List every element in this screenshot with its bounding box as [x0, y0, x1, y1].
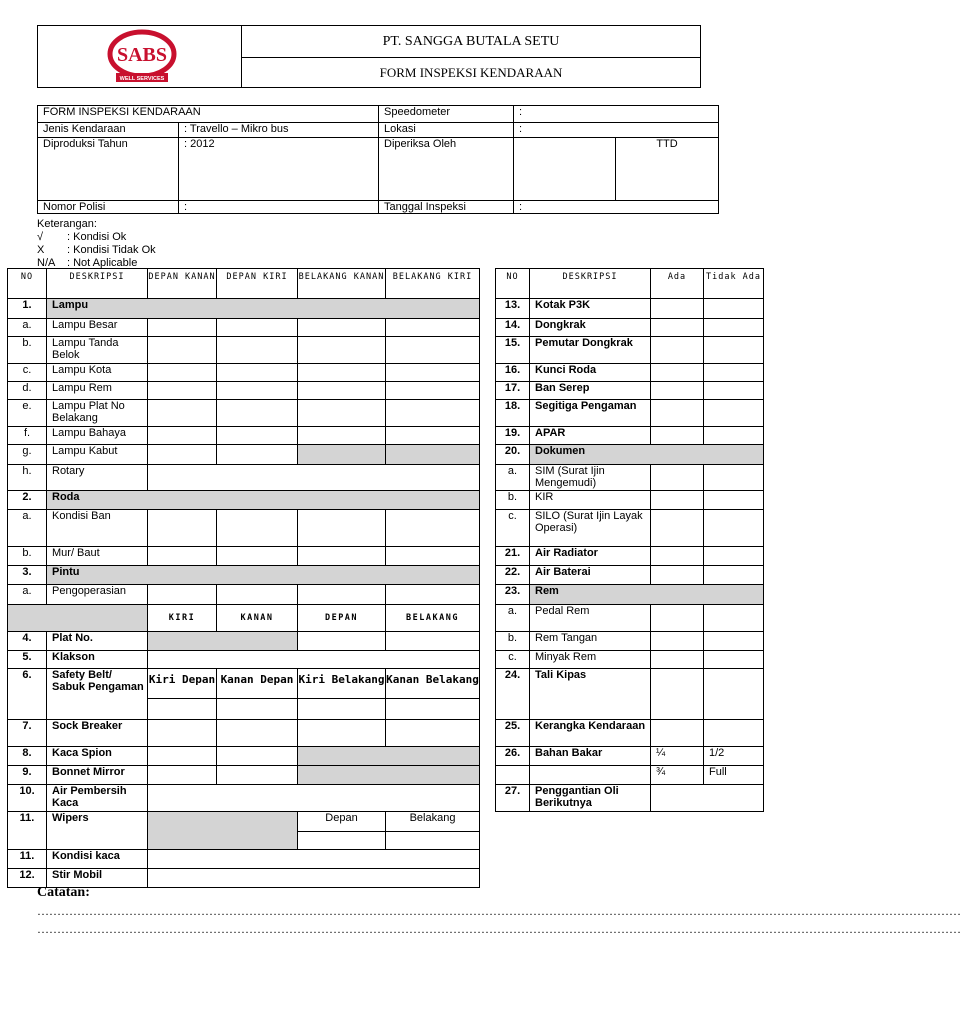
col-kiri: KIRI — [148, 605, 217, 632]
row-desc: Kotak P3K — [530, 299, 651, 319]
check-cell[interactable] — [148, 766, 217, 785]
check-cell[interactable] — [217, 585, 298, 605]
info-title: FORM INSPEKSI KENDARAAN — [38, 106, 379, 123]
check-cell[interactable] — [386, 720, 480, 747]
check-cell[interactable] — [386, 547, 480, 566]
check-cell[interactable] — [651, 364, 704, 382]
check-cell[interactable] — [148, 465, 480, 491]
check-cell[interactable] — [651, 491, 704, 510]
row-no: c. — [8, 364, 47, 382]
check-cell[interactable] — [148, 400, 217, 427]
row-desc: Lampu Plat No Belakang — [47, 400, 148, 427]
row-desc: Lampu Kota — [47, 364, 148, 382]
row-no: a. — [8, 510, 47, 547]
check-cell[interactable] — [217, 427, 298, 445]
row-desc: Safety Belt/ Sabuk Pengaman — [47, 669, 148, 720]
check-cell[interactable] — [217, 699, 298, 720]
row-desc: Sock Breaker — [47, 720, 148, 747]
notes-line-2[interactable]: …………………………………………………………………………………………………………………………………………………………………………………………………………… — [37, 922, 961, 936]
row-no: 24. — [496, 669, 530, 720]
col-tidak-ada: Tidak Ada — [704, 269, 764, 299]
check-cell[interactable] — [217, 337, 298, 364]
check-cell[interactable] — [148, 547, 217, 566]
check-cell[interactable] — [148, 445, 217, 465]
disabled-cell — [298, 747, 480, 766]
right-checklist — [495, 268, 764, 812]
row-no: 9. — [8, 766, 47, 785]
nopol-label: Nomor Polisi — [38, 201, 179, 214]
row-no: 17. — [496, 382, 530, 400]
check-cell[interactable] — [148, 319, 217, 337]
wiper-belakang: Belakang — [386, 812, 480, 832]
check-cell[interactable] — [148, 785, 480, 812]
check-cell[interactable] — [704, 651, 764, 669]
check-cell[interactable] — [298, 400, 386, 427]
check-cell[interactable] — [148, 720, 217, 747]
seat-kiri-belakang: Kiri Belakang — [298, 669, 386, 699]
row-no: 7. — [8, 720, 47, 747]
check-cell[interactable] — [651, 547, 704, 566]
speedo-value[interactable]: : — [514, 106, 719, 123]
jenis-label: Jenis Kendaraan — [38, 123, 179, 138]
disabled-cell — [386, 445, 480, 465]
check-cell[interactable] — [651, 465, 704, 491]
check-cell[interactable] — [298, 632, 386, 651]
check-cell[interactable] — [651, 319, 704, 337]
check-cell[interactable] — [651, 720, 704, 747]
ttd-label: TTD — [616, 138, 719, 201]
check-cell[interactable] — [298, 337, 386, 364]
check-cell[interactable] — [148, 747, 217, 766]
row-no: b. — [8, 547, 47, 566]
wiper-depan: Depan — [298, 812, 386, 832]
check-cell[interactable] — [651, 400, 704, 427]
check-cell[interactable] — [217, 382, 298, 400]
check-cell[interactable] — [386, 382, 480, 400]
check-cell[interactable] — [704, 382, 764, 400]
check-cell[interactable] — [148, 427, 217, 445]
logo-cell — [38, 26, 242, 87]
disabled-cell — [298, 766, 480, 785]
col-depan: DEPAN — [298, 605, 386, 632]
check-cell[interactable] — [298, 364, 386, 382]
row-no: 1. — [8, 299, 47, 319]
speedo-label: Speedometer — [379, 106, 514, 123]
row-desc: Lampu Rem — [47, 382, 148, 400]
check-cell[interactable] — [386, 400, 480, 427]
check-cell[interactable] — [148, 510, 217, 547]
check-cell[interactable] — [651, 566, 704, 585]
row-no: 26. — [496, 747, 530, 766]
row-desc: Pengoperasian — [47, 585, 148, 605]
check-cell[interactable] — [651, 651, 704, 669]
check-cell[interactable] — [651, 299, 704, 319]
check-cell[interactable] — [217, 720, 298, 747]
fuel-three-quarter[interactable]: ¾ — [651, 766, 704, 785]
sabs-logo — [102, 29, 182, 85]
check-cell[interactable] — [148, 651, 480, 669]
row-no: f. — [8, 427, 47, 445]
jenis-value[interactable]: : Travello – Mikro bus — [179, 123, 379, 138]
col-depan-kanan: DEPAN KANAN — [148, 269, 217, 299]
row-desc: Rotary — [47, 465, 148, 491]
row-desc: Plat No. — [47, 632, 148, 651]
row-no: 8. — [8, 747, 47, 766]
fuel-quarter[interactable]: ¼ — [651, 747, 704, 766]
company-name: PT. SANGGA BUTALA SETU — [242, 26, 700, 58]
col-no: NO — [8, 269, 47, 299]
check-cell[interactable] — [298, 382, 386, 400]
row-no: 11. — [8, 850, 47, 869]
info-table — [37, 105, 719, 214]
section-lampu: Lampu — [47, 299, 480, 319]
col-deskripsi: DESKRIPSI — [47, 269, 148, 299]
section-rem: Rem — [530, 585, 764, 605]
row-no: 2. — [8, 491, 47, 510]
check-cell[interactable] — [148, 364, 217, 382]
check-cell[interactable] — [386, 699, 480, 720]
check-cell[interactable] — [386, 632, 480, 651]
check-cell[interactable] — [386, 832, 480, 850]
row-no: 21. — [496, 547, 530, 566]
row-desc: Lampu Kabut — [47, 445, 148, 465]
row-no: b. — [496, 632, 530, 651]
blank-cell — [496, 766, 530, 785]
row-no: 6. — [8, 669, 47, 720]
row-no: a. — [8, 585, 47, 605]
check-cell[interactable] — [386, 319, 480, 337]
check-cell[interactable] — [217, 747, 298, 766]
row-no: c. — [496, 651, 530, 669]
nopol-value[interactable]: : — [179, 201, 379, 214]
check-cell[interactable] — [298, 547, 386, 566]
row-desc: Lampu Besar — [47, 319, 148, 337]
row-desc: Dongkrak — [530, 319, 651, 337]
disabled-cell — [148, 632, 298, 651]
check-cell[interactable] — [298, 585, 386, 605]
left-checklist — [7, 268, 480, 888]
check-cell[interactable] — [704, 319, 764, 337]
row-desc: Ban Serep — [530, 382, 651, 400]
legend-item: √ : Kondisi Ok — [37, 231, 127, 243]
row-desc: Kondisi Ban — [47, 510, 148, 547]
col-no: NO — [496, 269, 530, 299]
check-cell[interactable] — [704, 632, 764, 651]
row-desc: Stir Mobil — [47, 869, 148, 888]
row-desc: SIM (Surat Ijin Mengemudi) — [530, 465, 651, 491]
check-cell[interactable] — [298, 699, 386, 720]
check-cell[interactable] — [217, 400, 298, 427]
col-belakang-kanan: BELAKANG KANAN — [298, 269, 386, 299]
check-cell[interactable] — [148, 850, 480, 869]
section-pintu: Pintu — [47, 566, 480, 585]
check-cell[interactable] — [298, 319, 386, 337]
row-no: 3. — [8, 566, 47, 585]
row-desc: Mur/ Baut — [47, 547, 148, 566]
row-desc: SILO (Surat Ijin Layak Operasi) — [530, 510, 651, 547]
logo-subtext: WELL SERVICES — [119, 76, 165, 82]
row-no: 25. — [496, 720, 530, 747]
row-no: 22. — [496, 566, 530, 585]
row-no: 14. — [496, 319, 530, 337]
check-cell[interactable] — [704, 566, 764, 585]
row-no: 12. — [8, 869, 47, 888]
check-cell[interactable] — [148, 382, 217, 400]
section-dokumen: Dokumen — [530, 445, 764, 465]
check-cell[interactable] — [148, 337, 217, 364]
row-desc: Air Baterai — [530, 566, 651, 585]
row-desc: Wipers — [47, 812, 148, 850]
seat-kiri-depan: Kiri Depan — [148, 669, 217, 699]
row-desc: Bonnet Mirror — [47, 766, 148, 785]
row-no: 23. — [496, 585, 530, 605]
row-desc: Tali Kipas — [530, 669, 651, 720]
check-cell[interactable] — [298, 510, 386, 547]
check-cell[interactable] — [704, 669, 764, 720]
check-cell[interactable] — [386, 364, 480, 382]
col-kanan: KANAN — [217, 605, 298, 632]
row-no: h. — [8, 465, 47, 491]
row-no: a. — [8, 319, 47, 337]
legend-item: N/A : Not Aplicable — [37, 257, 138, 269]
lokasi-label: Lokasi — [379, 123, 514, 138]
check-cell[interactable] — [148, 585, 217, 605]
check-cell[interactable] — [704, 427, 764, 445]
row-no: 11. — [8, 812, 47, 850]
row-no: 4. — [8, 632, 47, 651]
blank-header — [8, 605, 148, 632]
row-desc: Penggantian Oli Berikutnya — [530, 785, 651, 812]
row-no: d. — [8, 382, 47, 400]
check-cell[interactable] — [704, 605, 764, 632]
row-desc: Air Radiator — [530, 547, 651, 566]
notes-line-1[interactable]: …………………………………………………………………………………………………………………………………………………………………………………………………………… — [37, 904, 961, 918]
check-cell[interactable] — [704, 510, 764, 547]
fuel-half[interactable]: 1/2 — [704, 747, 764, 766]
row-desc: Bahan Bakar — [530, 747, 651, 766]
check-cell[interactable] — [148, 699, 217, 720]
diperiksa-value[interactable] — [514, 138, 616, 201]
seat-kanan-depan: Kanan Depan — [217, 669, 298, 699]
row-desc: Kaca Spion — [47, 747, 148, 766]
check-cell[interactable] — [217, 319, 298, 337]
check-cell[interactable] — [298, 720, 386, 747]
check-cell[interactable] — [704, 547, 764, 566]
row-desc: Kerangka Kendaraan — [530, 720, 651, 747]
check-cell[interactable] — [217, 766, 298, 785]
check-cell[interactable] — [217, 445, 298, 465]
row-no: 5. — [8, 651, 47, 669]
col-depan-kiri: DEPAN KIRI — [217, 269, 298, 299]
legend-item: X : Kondisi Tidak Ok — [37, 244, 156, 256]
tanggal-value[interactable]: : — [514, 201, 719, 214]
tahun-label: Diproduksi Tahun — [38, 138, 179, 201]
notes-title: Catatan: — [37, 885, 90, 900]
row-no: g. — [8, 445, 47, 465]
check-cell[interactable] — [651, 337, 704, 364]
row-desc: KIR — [530, 491, 651, 510]
check-cell[interactable] — [298, 832, 386, 850]
check-cell[interactable] — [704, 465, 764, 491]
row-desc: Lampu Tanda Belok — [47, 337, 148, 364]
legend-title: Keterangan: — [37, 218, 97, 230]
check-cell[interactable] — [651, 669, 704, 720]
fuel-full[interactable]: Full — [704, 766, 764, 785]
row-no: 13. — [496, 299, 530, 319]
section-roda: Roda — [47, 491, 480, 510]
tahun-value[interactable]: : 2012 — [179, 138, 379, 201]
col-deskripsi: DESKRIPSI — [530, 269, 651, 299]
row-no: b. — [8, 337, 47, 364]
row-no: 20. — [496, 445, 530, 465]
logo-text: SABS — [116, 44, 168, 66]
row-desc: Pedal Rem — [530, 605, 651, 632]
check-cell[interactable] — [704, 299, 764, 319]
row-desc: Lampu Bahaya — [47, 427, 148, 445]
blank-cell — [530, 766, 651, 785]
row-desc: Kondisi kaca — [47, 850, 148, 869]
row-desc: Air Pembersih Kaca — [47, 785, 148, 812]
check-cell[interactable] — [704, 337, 764, 364]
row-desc: Segitiga Pengaman — [530, 400, 651, 427]
col-ada: Ada — [651, 269, 704, 299]
row-no: a. — [496, 605, 530, 632]
row-desc: Minyak Rem — [530, 651, 651, 669]
check-cell[interactable] — [386, 585, 480, 605]
check-cell[interactable] — [386, 510, 480, 547]
check-cell[interactable] — [651, 605, 704, 632]
check-cell[interactable] — [217, 547, 298, 566]
row-no: b. — [496, 491, 530, 510]
check-cell[interactable] — [651, 785, 764, 812]
row-desc: APAR — [530, 427, 651, 445]
form-header — [37, 25, 701, 88]
row-desc: Rem Tangan — [530, 632, 651, 651]
check-cell[interactable] — [386, 427, 480, 445]
disabled-cell — [148, 812, 298, 850]
row-desc: Pemutar Dongkrak — [530, 337, 651, 364]
form-title: FORM INSPEKSI KENDARAAN — [379, 65, 563, 80]
row-no: c. — [496, 510, 530, 547]
disabled-cell — [298, 445, 386, 465]
check-cell[interactable] — [704, 491, 764, 510]
row-no: 16. — [496, 364, 530, 382]
check-cell[interactable] — [651, 427, 704, 445]
check-cell[interactable] — [704, 364, 764, 382]
check-cell[interactable] — [217, 510, 298, 547]
row-no: e. — [8, 400, 47, 427]
row-no: 15. — [496, 337, 530, 364]
col-belakang: BELAKANG — [386, 605, 480, 632]
check-cell[interactable] — [704, 720, 764, 747]
check-cell[interactable] — [217, 364, 298, 382]
tanggal-label: Tanggal Inspeksi — [379, 201, 514, 214]
row-no: 18. — [496, 400, 530, 427]
row-desc: Kunci Roda — [530, 364, 651, 382]
check-cell[interactable] — [148, 869, 480, 888]
legend — [37, 218, 337, 270]
row-no: 27. — [496, 785, 530, 812]
check-cell[interactable] — [704, 400, 764, 427]
row-no: 19. — [496, 427, 530, 445]
check-cell[interactable] — [386, 337, 480, 364]
row-no: a. — [496, 465, 530, 491]
row-desc: Klakson — [47, 651, 148, 669]
check-cell[interactable] — [651, 382, 704, 400]
seat-kanan-belakang: Kanan Belakang — [386, 669, 480, 699]
diperiksa-label: Diperiksa Oleh — [379, 138, 514, 201]
check-cell[interactable] — [651, 632, 704, 651]
check-cell[interactable] — [298, 427, 386, 445]
row-no: 10. — [8, 785, 47, 812]
check-cell[interactable] — [651, 510, 704, 547]
col-belakang-kiri: BELAKANG KIRI — [386, 269, 480, 299]
lokasi-value[interactable]: : — [514, 123, 719, 138]
